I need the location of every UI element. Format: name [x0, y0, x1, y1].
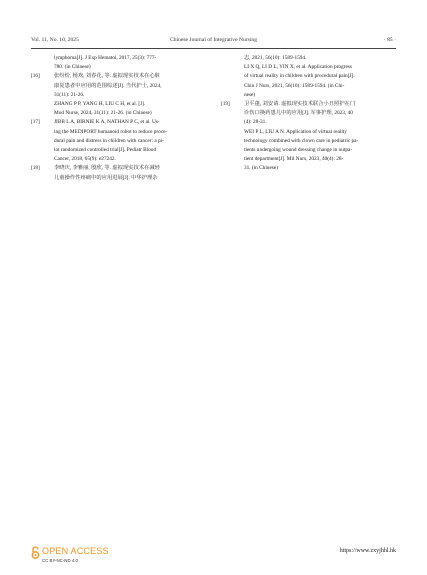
- reference-entry: [221, 54, 396, 100]
- reference-line: dural pain and distress in children with cancer: a pi-: [54, 137, 164, 144]
- reference-line: 康复患者中应用的范围综述[J]. 当代护士, 2024,: [54, 82, 162, 89]
- license-label: CC BY-NC-ND 4.0: [42, 558, 78, 563]
- reference-line: (4): 28-31.: [244, 119, 267, 126]
- reference-line: JIBB L A, BIRNIE K A, NATHAN P C, et al. Us-: [54, 119, 160, 126]
- reference-number: [18]: [31, 165, 40, 172]
- reference-line: 张纷纷, 杨欢, 刘春花, 等. 虚拟现实技术在心脏: [54, 73, 160, 80]
- reference-line: 31(11): 21-26.: [54, 91, 85, 98]
- reference-line: Chin J Nurs, 2021, 56(10): 1589-1594. (in Chi-: [244, 82, 345, 89]
- reference-line: of virtual reality in children with procedural pain[J].: [244, 73, 355, 80]
- reference-line: technology combined with clown care in pediatric pa-: [244, 137, 359, 144]
- reference-line: 李晓庆, 李雅丽, 殷欣, 等. 虚拟现实技术在减轻: [54, 165, 160, 172]
- header-rule: [31, 48, 396, 49]
- reference-line: 780. (in Chinese): [54, 64, 91, 71]
- reference-line: WEI P L, LIU A N. Application of virtual reality: [244, 128, 347, 135]
- reference-line: tients undergoing wound dressing change in outpa-: [244, 147, 353, 154]
- reference-number: [16]: [31, 73, 40, 80]
- open-access-icon: [31, 546, 40, 559]
- reference-entry: [31, 164, 212, 182]
- journal-title: Chinese Journal of Integrative Nursing: [170, 37, 257, 43]
- reference-line: 志, 2021, 56(10): 1589-1594.: [244, 55, 307, 61]
- reference-entry: [221, 100, 396, 174]
- reference-entry: [31, 54, 212, 72]
- reference-line: lymphoma[J]. J Exp Hematol, 2017, 25(3): 777-: [54, 55, 157, 61]
- page-header: [31, 37, 396, 47]
- reference-line: 卫平蓬, 刘安请. 虚拟现实技术联合小丑照护在门: [244, 101, 356, 108]
- reference-line: ing the MEDIPORT humanoid robot to reduce proce-: [54, 128, 168, 135]
- reference-number: [19]: [221, 101, 230, 108]
- reference-line: Cancer, 2018, 65(9): e27242.: [54, 156, 116, 163]
- reference-line: 儿童操作性疼痛中的应用进展[J]. 中华护理杂: [54, 174, 158, 181]
- open-access-label: OPEN ACCESS: [42, 546, 109, 556]
- reference-line: Mod Nurse, 2024, 31(11): 21-26. (in Chinese): [54, 110, 152, 117]
- reference-line: ZHANG P P, YANG H, LIU C H, et al. [J].: [54, 101, 146, 108]
- right-column: [221, 54, 396, 174]
- reference-entry: [31, 72, 212, 118]
- reference-line: tient department[J]. Mil Nurs, 2023, 40(4): 28-: [244, 156, 344, 163]
- reference-line: 诊伤口换药患儿中的应用[J]. 军事护理, 2023, 40: [244, 110, 353, 117]
- reference-line: nese): [244, 91, 256, 98]
- journal-url[interactable]: https://www.zxyjhhl.hk: [339, 548, 396, 554]
- reference-line: LI X Q, LI D L, YIN X, et al. Application progress: [244, 64, 352, 71]
- open-access-badge: [31, 544, 121, 570]
- volume-info: Vol. 11, No. 10, 2025: [31, 37, 79, 43]
- reference-line: lot randomized controlled trial[J]. Pediatr Blood: [54, 147, 157, 154]
- reference-line: 31. (in Chinese): [244, 165, 278, 172]
- left-column: [31, 54, 212, 183]
- reference-number: [17]: [31, 119, 40, 126]
- page-number: · 85 ·: [383, 37, 396, 43]
- reference-entry: [31, 118, 212, 164]
